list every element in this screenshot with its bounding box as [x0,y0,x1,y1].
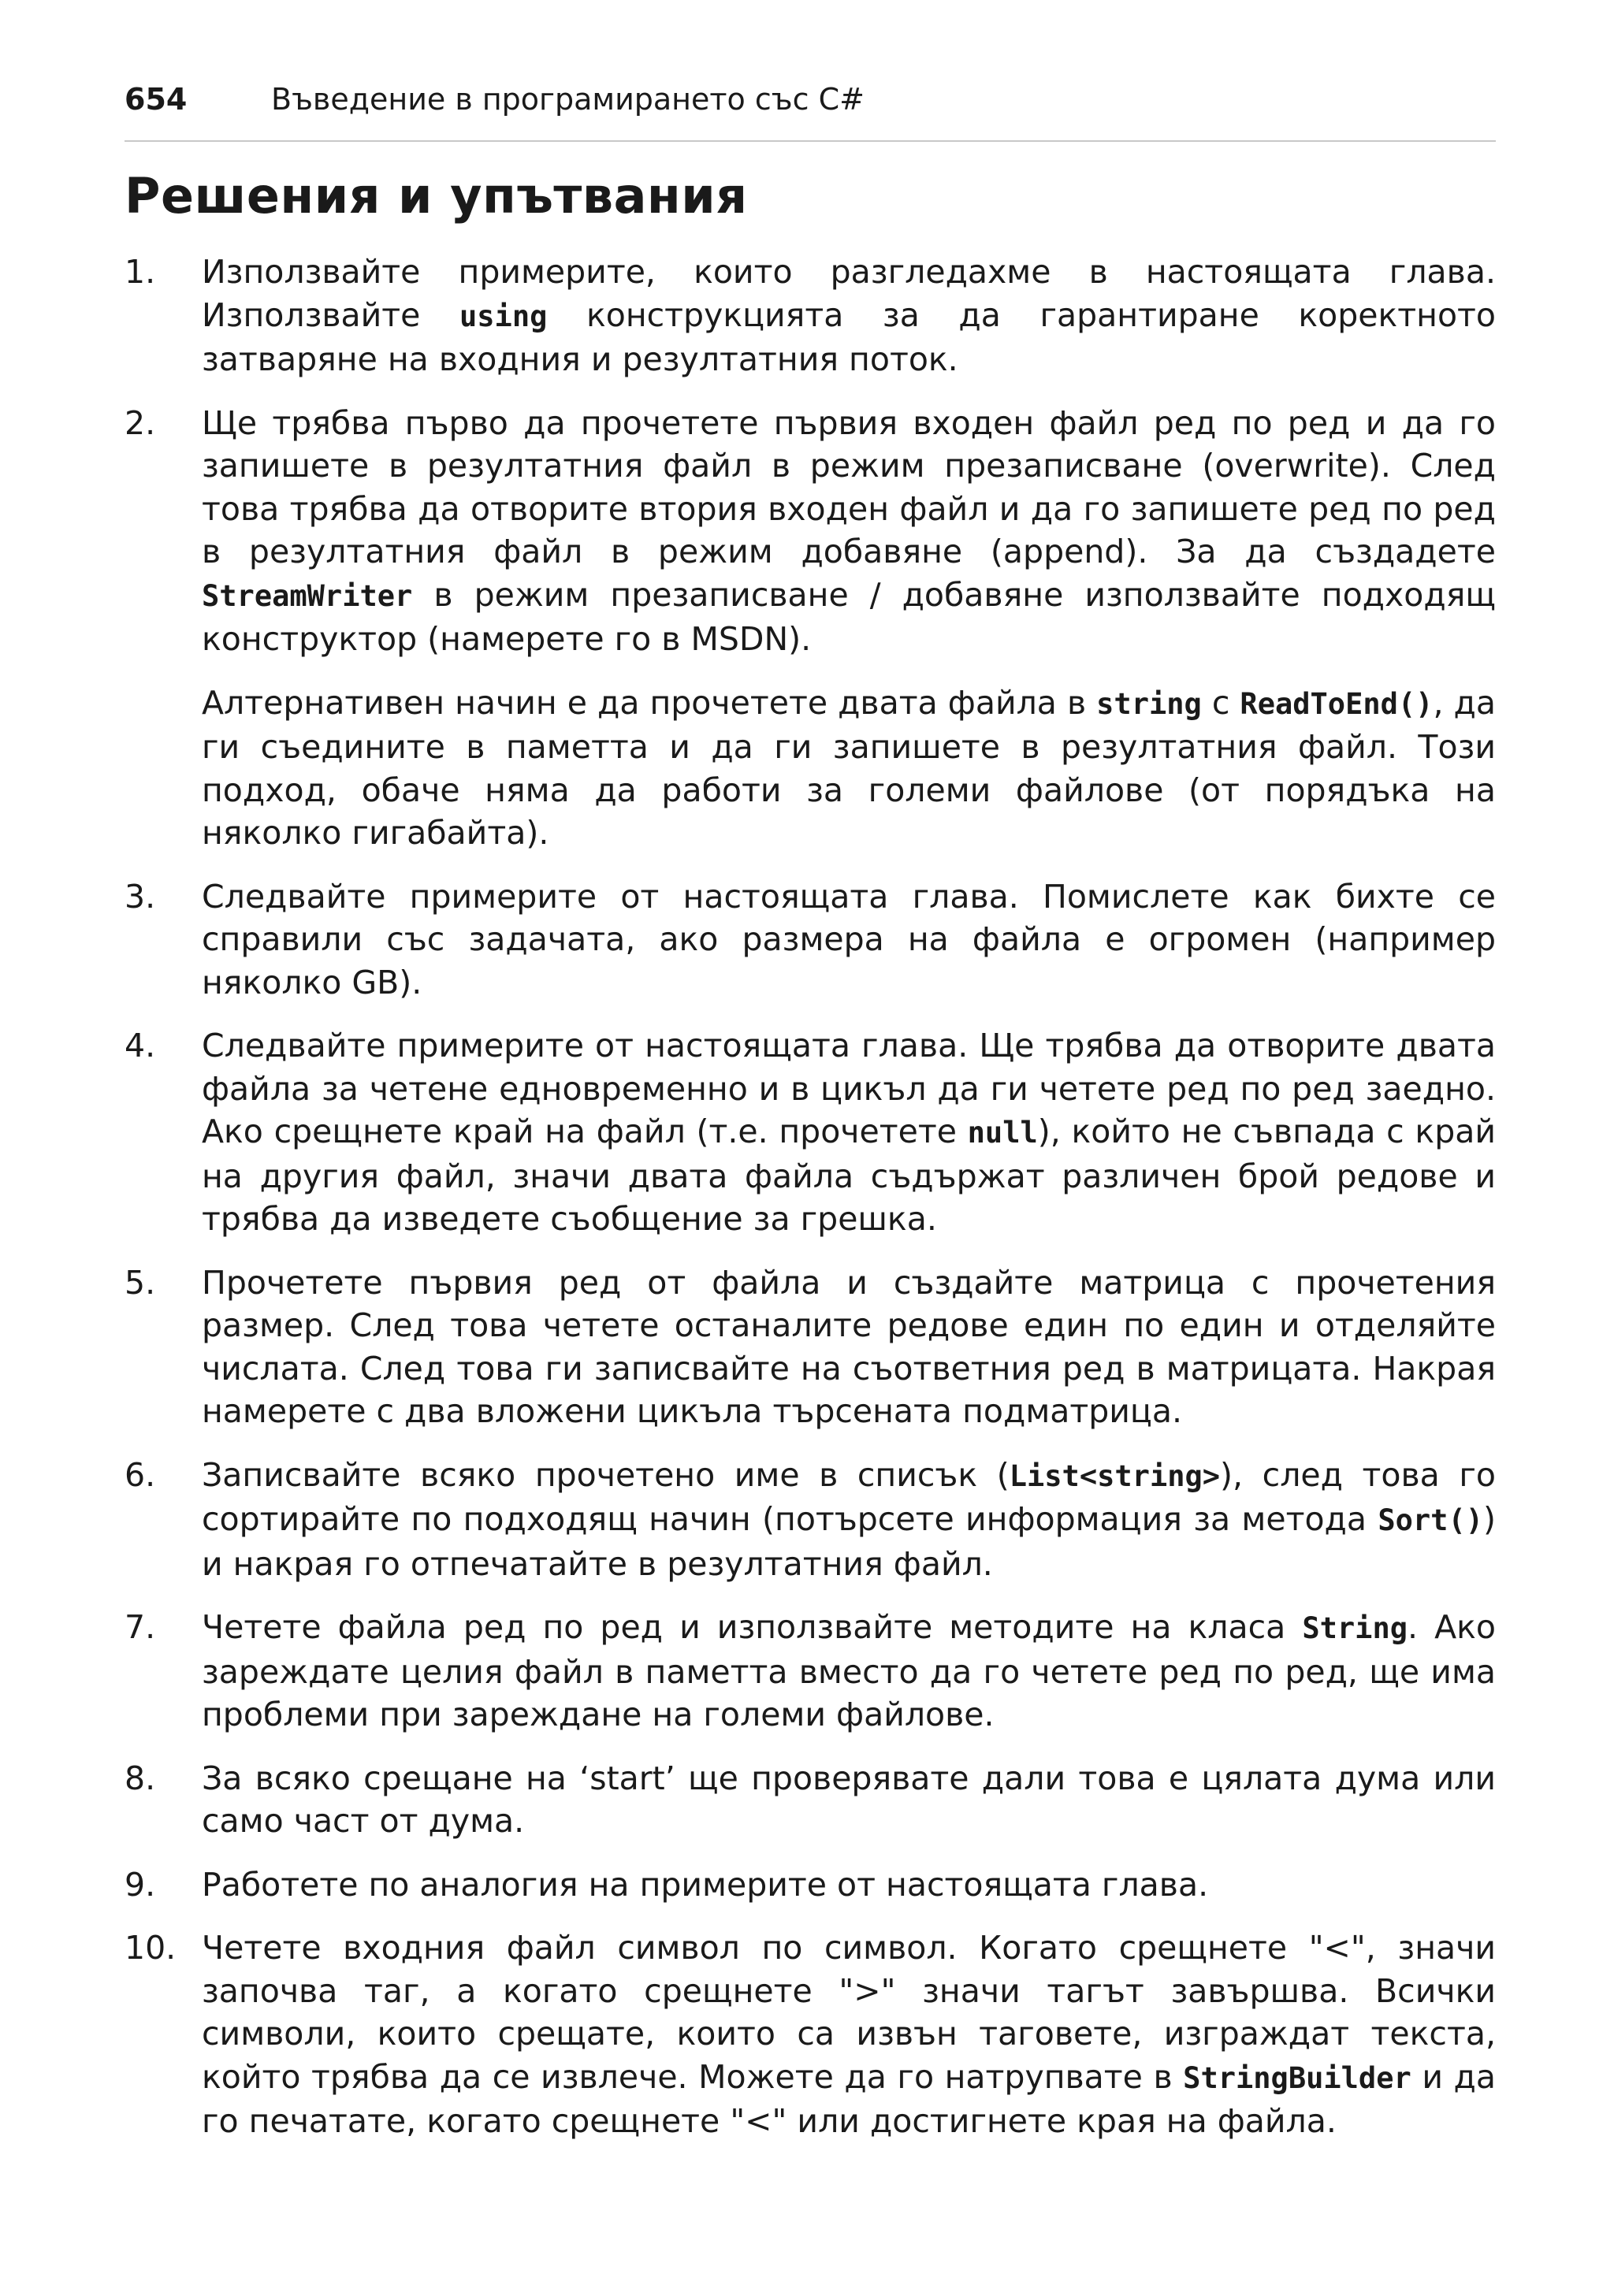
text-run: ), който не съвпада с край на другия файл, значи двата файла съдържат различен брой редове и трябва да изведете съобщение за грешка. [202,1113,1496,1238]
text-run: Четете входния файл символ по символ. Когато срещнете "<", значи започва таг, а когато срещнете ">" значи тагът завършва. Всички символи, които срещате, които са извън таговете, изграждат текста, който трябва да се извлече. Можете да го натрупвате в [202,1929,1496,2096]
item-paragraph [202,251,1496,381]
list-item-number: 3. [125,877,156,916]
text-run: , да ги съедините в паметта и да ги запишете в резултатния файл. Този подход, обаче няма да работи за големи файлове (от порядъка на няколко гигабайта). [202,683,1497,852]
inline-code: List<string> [1009,1458,1221,1493]
list-item-number: 1. [125,253,156,291]
item-paragraph [202,1454,1496,1586]
inline-code: String [1302,1611,1408,1645]
list-item [125,1926,1496,2143]
text-run: Следвайте примерите от настоящата глава. Ще трябва да отворите двата файла за четене едновременно и в цикъл да ги четете ред по ред заедно. Ако срещнете край на файл (т.е. прочетете [202,1027,1496,1150]
item-paragraph [202,1757,1496,1843]
text-run: Следвайте примерите от настоящата глава. Помислете как бихте се справили със задачата, ако размера на файла е огромен (например няколко GB). [202,877,1496,1001]
text-run: Записвайте всяко прочетено име в списък ( [202,1455,1010,1494]
text-run: конструкцията за да гарантиране коректното затваряне на входния и резултатния поток. [202,295,1496,378]
item-paragraph [202,1261,1496,1433]
text-run: Алтернативен начин е да прочетете двата файла в [202,683,1097,722]
text-run: Прочетете първия ред от файла и създайте матрица с прочетения размер. След това четете останалите редове един по един и отделяйте числата. След това ги записвайте на съответния ред в матрицата. Накрая намерете с два вложени цикъла търсената подматрица. [202,1263,1496,1430]
list-item [125,1024,1496,1241]
section-title: Решения и упътвания [125,167,748,225]
item-paragraph [202,682,1496,855]
list-item [125,1863,1496,1907]
list-item-number: 10. [125,1929,177,1967]
item-paragraph [202,1606,1496,1737]
item-paragraph [202,1926,1496,2143]
page-number: 654 [125,82,188,117]
text-run: Ще трябва първо да прочетете първия входен файл ред по ред и да го запишете в резултатния файл в режим презаписване (overwrite). След това трябва да отворите втория входен файл и да го запишете ред по ред в резултатния файл в режим добавяне (append). За да създадете [202,403,1496,570]
inline-code: string [1096,686,1202,721]
text-run: . Ако зареждате целия файл в паметта вместо да го четете ред по ред, ще има проблеми при зареждане на големи файлове. [202,1608,1496,1733]
inline-code: null [967,1116,1038,1150]
item-paragraph [202,1863,1496,1907]
page-header [125,82,1496,142]
list-item-number: 7. [125,1608,156,1646]
inline-code: StringBuilder [1183,2060,1411,2095]
text-run: ), след това го сортирайте по подходящ начин (потърсете информация за метода [202,1455,1497,1538]
text-run: Използвайте примерите, които разгледахме в настоящата глава. Използвайте [202,253,1496,334]
list-item [125,1454,1496,1586]
inline-code: using [459,299,548,333]
text-run: с [1201,683,1240,722]
text-run: и да го печатате, когато срещнете "<" или достигнете края на файла. [202,2057,1496,2140]
inline-code: ReadToEnd() [1240,686,1434,721]
text-run: Работете по аналогия на примерите от настоящата глава. [202,1865,1209,1904]
book-title: Въведение в програмирането със C# [271,82,865,117]
list-item [125,402,1496,855]
list-item [125,251,1496,381]
item-paragraph [202,1024,1496,1241]
list-item [125,1606,1496,1737]
list-item-number: 2. [125,403,156,442]
list-item [125,1757,1496,1843]
list-item-number: 5. [125,1263,156,1302]
text-run: За всяко срещане на ‘start’ ще проверявате дали това е цялата дума или само част от дума. [202,1759,1496,1840]
solutions-list [125,251,1496,2164]
text-run: в режим презаписване / добавяне използвайте подходящ конструктор (намерете го в MSDN). [202,575,1496,658]
list-item-number: 9. [125,1865,156,1904]
inline-code: StreamWriter [202,578,413,613]
text-run: ) и накрая го отпечатайте в резултатния файл. [202,1500,1496,1583]
list-item [125,1261,1496,1433]
list-item-number: 6. [125,1455,156,1494]
list-item-number: 8. [125,1759,156,1797]
inline-code: Sort() [1378,1503,1483,1537]
text-run: Четете файла ред по ред и използвайте методите на класа [202,1608,1303,1646]
list-item [125,875,1496,1005]
list-item-number: 4. [125,1027,156,1064]
item-paragraph [202,875,1496,1005]
item-paragraph [202,402,1496,661]
